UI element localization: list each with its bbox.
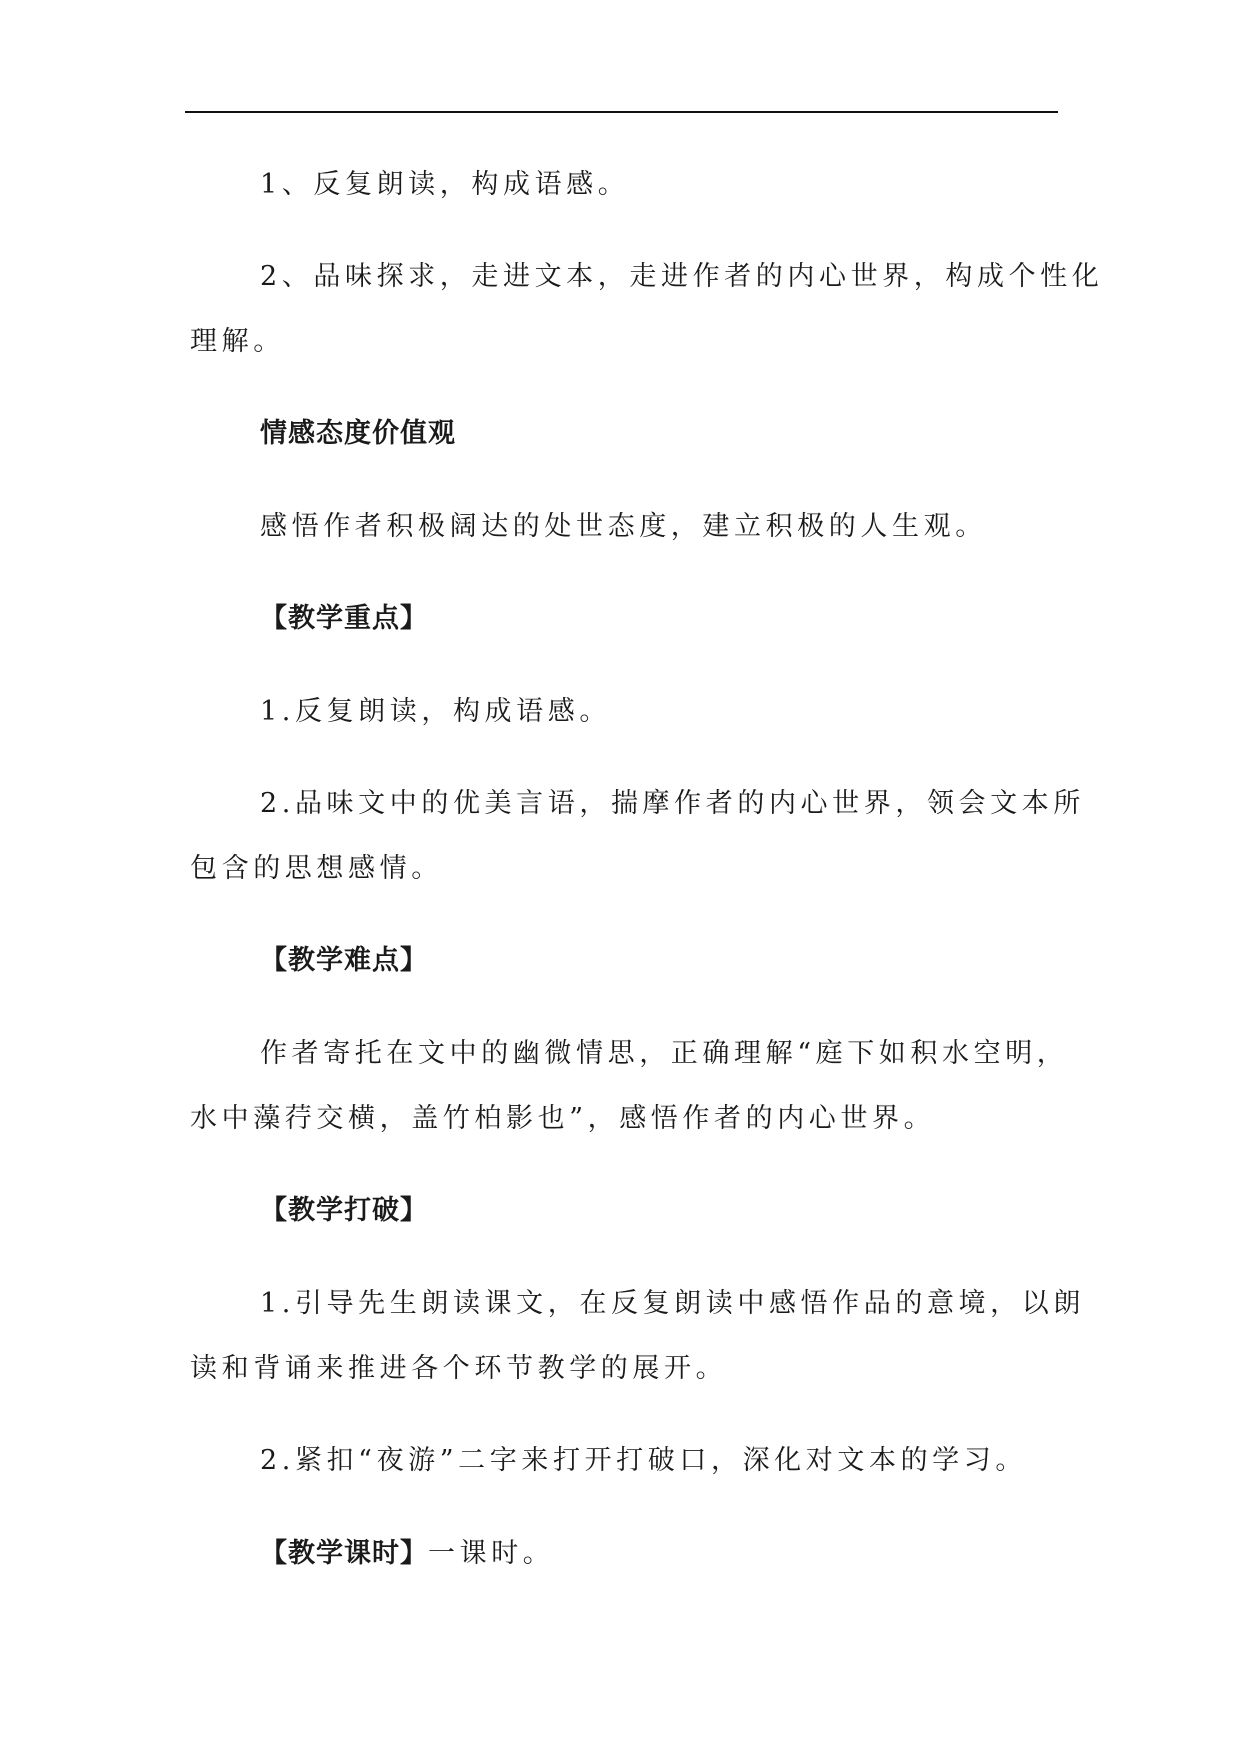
paragraph-line: 1.反复朗读，构成语感。 (260, 696, 611, 727)
lesson-hours-line (260, 1535, 1060, 1573)
section-heading: 【教学课时】 (260, 1538, 428, 1569)
section-heading: 【教学打破】 (260, 1195, 428, 1226)
section-heading: 【教学难点】 (260, 945, 428, 976)
paragraph-line: 读和背诵来推进各个环节教学的展开。 (190, 1353, 728, 1384)
paragraph-line: 包含的思想感情。 (190, 853, 443, 884)
lesson-hours-value: 一课时。 (428, 1538, 555, 1569)
paragraph-line: 2.紧扣“夜游”二字来打开打破口，深化对文本的学习。 (260, 1445, 1027, 1476)
paragraph-line: 1.引导先生朗读课文，在反复朗读中感悟作品的意境，以朗 (260, 1288, 1085, 1319)
paragraph-line: 作者寄托在文中的幽微情思，正确理解“庭下如积水空明， (260, 1038, 1069, 1069)
header-rule (185, 111, 1058, 113)
paragraph-line: 感悟作者积极阔达的处世态度，建立积极的人生观。 (260, 511, 987, 542)
section-heading: 【教学重点】 (260, 603, 428, 634)
paragraph-line: 2、品味探求，走进文本，走进作者的内心世界，构成个性化 (260, 261, 1104, 292)
paragraph-line: 理解。 (190, 326, 285, 357)
paragraph-line: 2.品味文中的优美言语，揣摩作者的内心世界，领会文本所 (260, 788, 1085, 819)
paragraph-line: 水中藻荇交横，盖竹柏影也”，感悟作者的内心世界。 (190, 1103, 936, 1134)
section-heading: 情感态度价值观 (260, 418, 456, 449)
paragraph-line: 1、反复朗读，构成语感。 (260, 169, 630, 200)
